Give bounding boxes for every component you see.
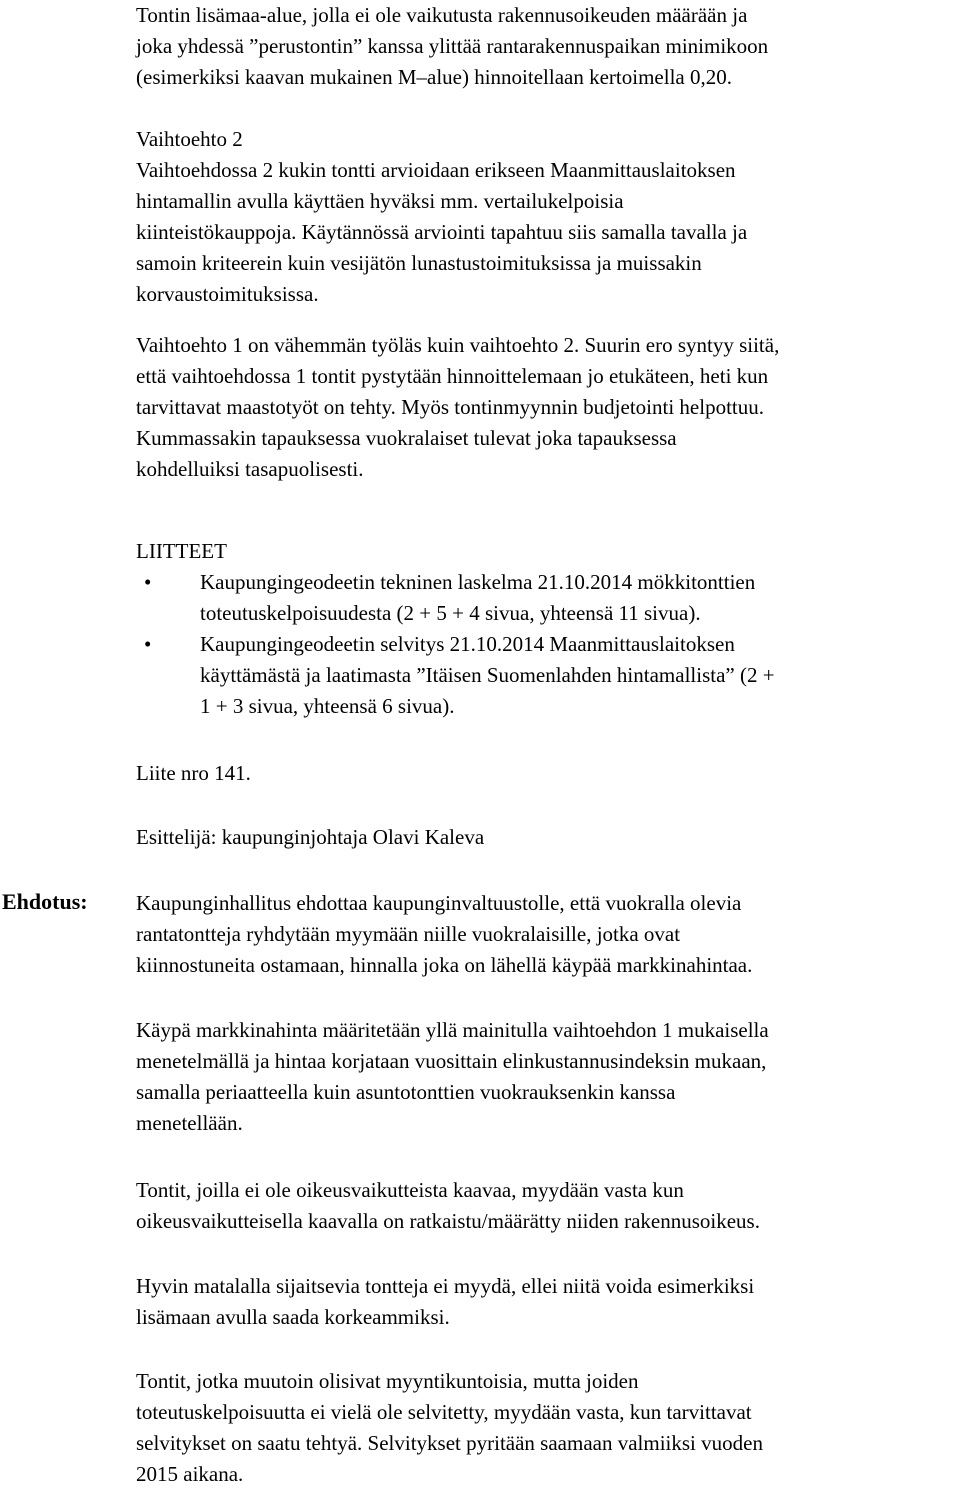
attachment-text: Kaupungingeodeetin tekninen laskelma 21.10.2014 mökkitonttien toteutuskelpoisuudesta (2 + 5 + 4 sivua, yhteensä 11 sivua). <box>200 570 756 625</box>
proposal-p5 <box>136 1366 936 1490</box>
proposal-paragraph: Käypä markkinahinta määritetään yllä mainitulla vaihtoehdon 1 mukaisella menetelmällä ja hintaa korjataan vuosittain elinkustannusindeksin mukaan, samalla periaatteella kuin asuntotonttien vuokrauksenkin kanssa menetellään. <box>136 1018 769 1135</box>
comparison-section <box>136 330 936 485</box>
proposal-p2 <box>136 1015 936 1139</box>
option2-section <box>136 124 936 310</box>
proposal-p4 <box>136 1271 936 1333</box>
comparison-text: Vaihtoehto 1 on vähemmän työläs kuin vaihtoehto 2. Suurin ero syntyy siitä, että vaihtoehdossa 1 tontit pystytään hinnoittelemaan jo etukäteen, heti kun tarvittavat maastotyöt on tehty. Myös tontinmyynnin budjetointi helpottuu. Kummassakin tapauksessa vuokralaiset tulevat joka tapauksessa kohdelluiksi tasapuolisesti. <box>136 333 780 481</box>
proposal-p3 <box>136 1175 936 1237</box>
attachments-section <box>136 536 936 722</box>
bullet-icon: • <box>144 570 152 594</box>
intro-paragraph: Tontin lisämaa-alue, jolla ei ole vaikutusta rakennusoikeuden määrään ja joka yhdessä ”perustontin” kanssa ylittää rantarakennuspaikan minimikoon (esimerkiksi kaavan mukainen M–alue) hinnoitellaan kertoimella 0,20. <box>136 3 769 89</box>
proposal-paragraph: Tontit, jotka muutoin olisivat myyntikuntoisia, mutta joiden toteutuskelpoisuutta ei vielä ole selvitetty, myydään vasta, kun tarvittavat selvitykset on saatu tehtyä. Selvitykset pyritään saamaan valmiiksi vuoden 2015 aikana. <box>136 1369 763 1486</box>
bullet-icon: • <box>144 632 152 656</box>
appendix-number: Liite nro 141. <box>136 761 251 785</box>
attachment-item <box>136 629 936 722</box>
option2-text: Vaihtoehdossa 2 kukin tontti arvioidaan erikseen Maanmittauslaitoksen hintamallin avulla käyttäen hyväksi mm. vertailukelpoisia kiinteistökauppoja. Käytännössä arviointi tapahtuu siis samalla tavalla ja samoin kriteerein kuin vesijätön lunastustoimituksissa ja muissakin korvaustoimituksissa. <box>136 158 748 306</box>
presenter-line: Esittelijä: kaupunginjohtaja Olavi Kaleva <box>136 825 485 849</box>
appendix-section <box>136 758 936 789</box>
option2-heading: Vaihtoehto 2 <box>136 127 243 151</box>
presenter-section <box>136 822 936 853</box>
attachment-text: Kaupungingeodeetin selvitys 21.10.2014 Maanmittauslaitoksen käyttämästä ja laatimasta ”Itäisen Suomenlahden hintamallista” (2 + 1 + 3 sivua, yhteensä 6 sivua). <box>200 632 775 718</box>
proposal-label: Ehdotus: <box>2 889 88 914</box>
proposal-paragraph: Hyvin matalalla sijaitsevia tontteja ei myydä, ellei niitä voida esimerkiksi lisämaan avulla saada korkeammiksi. <box>136 1274 755 1329</box>
proposal-paragraph: Kaupunginhallitus ehdottaa kaupunginvaltuustolle, että vuokralla olevia rantatontteja ryhdytään myymään niille vuokralaisille, jotka ovat kiinnostuneita ostamaan, hinnalla joka on lähellä käypää markkinahintaa. <box>136 891 753 977</box>
intro-section <box>136 0 936 93</box>
attachments-heading: LIITTEET <box>136 539 227 563</box>
proposal-p1 <box>136 888 936 981</box>
proposal-paragraph: Tontit, joilla ei ole oikeusvaikutteista kaavaa, myydään vasta kun oikeusvaikutteisella kaavalla on ratkaistu/määrätty niiden rakennusoikeus. <box>136 1178 760 1233</box>
attachment-item <box>136 567 936 629</box>
